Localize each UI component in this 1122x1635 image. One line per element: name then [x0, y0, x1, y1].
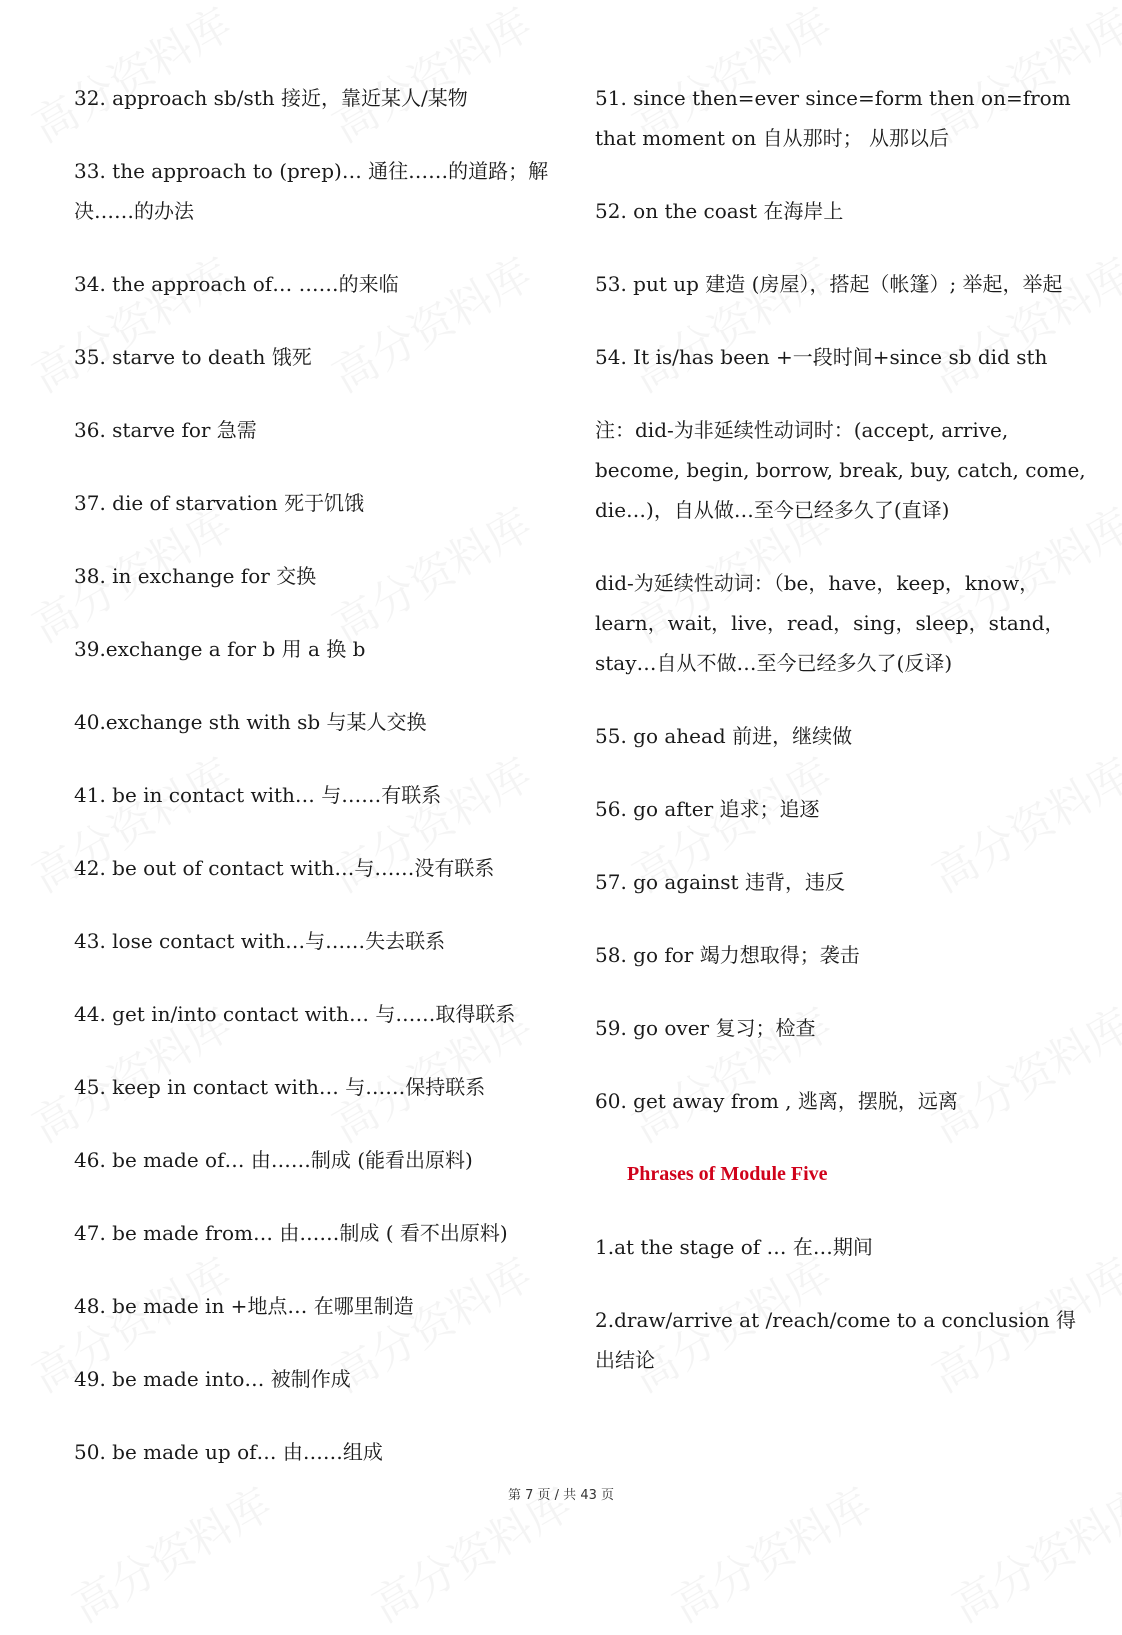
- section-heading: Phrases of Module Five: [627, 1163, 828, 1185]
- phrase-item: 43. lose contact with…与……失去联系: [74, 929, 446, 953]
- phrase-item: 37. die of starvation 死于饥饿: [74, 491, 365, 515]
- phrase-item: 2.draw/arrive at /reach/come to a conclusion 得出结论: [595, 1308, 1077, 1372]
- phrase-item: 53. put up 建造 (房屋），搭起（帐篷）; 举起，举起: [595, 272, 1063, 296]
- phrase-item: 60. get away from , 逃离，摆脱，远离: [595, 1089, 958, 1113]
- phrase-item: 38. in exchange for 交换: [74, 564, 317, 588]
- phrase-item: 44. get in/into contact with… 与……取得联系: [74, 1002, 516, 1026]
- phrase-item: 39.exchange a for b 用 a 换 b: [74, 637, 366, 661]
- phrase-item: 54. It is/has been +一段时间+since sb did sth: [595, 345, 1048, 369]
- left-column: [74, 78, 554, 1505]
- phrase-item: 59. go over 复习；检查: [595, 1016, 816, 1040]
- page-footer: 第 7 页 / 共 43 页: [508, 1488, 614, 1503]
- phrase-item: 46. be made of… 由……制成 (能看出原料): [74, 1148, 473, 1172]
- phrase-item: 32. approach sb/sth 接近，靠近某人/某物: [74, 86, 468, 110]
- right-column: [595, 78, 1095, 1413]
- phrase-item: 41. be in contact with… 与……有联系: [74, 783, 442, 807]
- phrase-item: 52. on the coast 在海岸上: [595, 199, 844, 223]
- phrase-item: 56. go after 追求；追逐: [595, 797, 820, 821]
- phrase-item: 34. the approach of… ……的来临: [74, 272, 399, 296]
- phrase-item: 49. be made into… 被制作成: [74, 1367, 351, 1391]
- phrase-item: 36. starve for 急需: [74, 418, 257, 442]
- phrase-item: 33. the approach to (prep)… 通往……的道路；解决……的办法: [74, 159, 549, 223]
- phrase-item: 57. go against 违背，违反: [595, 870, 845, 894]
- phrase-item: 1.at the stage of … 在…期间: [595, 1235, 873, 1259]
- phrase-item: 42. be out of contact with…与……没有联系: [74, 856, 495, 880]
- phrase-item: 51. since then=ever since=form then on=from that moment on 自从那时； 从那以后: [595, 86, 1071, 150]
- phrase-item: 45. keep in contact with… 与……保持联系: [74, 1075, 486, 1099]
- phrase-item: 50. be made up of… 由……组成: [74, 1440, 383, 1464]
- phrase-item: 55. go ahead 前进，继续做: [595, 724, 853, 748]
- phrase-item: 48. be made in +地点… 在哪里制造: [74, 1294, 414, 1318]
- note-item: 注：did-为非延续性动词时：(accept, arrive, become, begin, borrow, break, buy, catch, come, die…)，自从做…至今已经多久了(直译): [595, 418, 1086, 522]
- phrase-item: 40.exchange sth with sb 与某人交换: [74, 710, 427, 734]
- note-item: did-为延续性动词：（be，have，keep，know，learn，wait，live，read，sing，sleep，stand，stay…自从不做…至今已经多久了(反译): [595, 571, 1065, 675]
- phrase-item: 58. go for 竭力想取得；袭击: [595, 943, 860, 967]
- phrase-item: 47. be made from… 由……制成 ( 看不出原料): [74, 1221, 508, 1245]
- phrase-item: 35. starve to death 饿死: [74, 345, 312, 369]
